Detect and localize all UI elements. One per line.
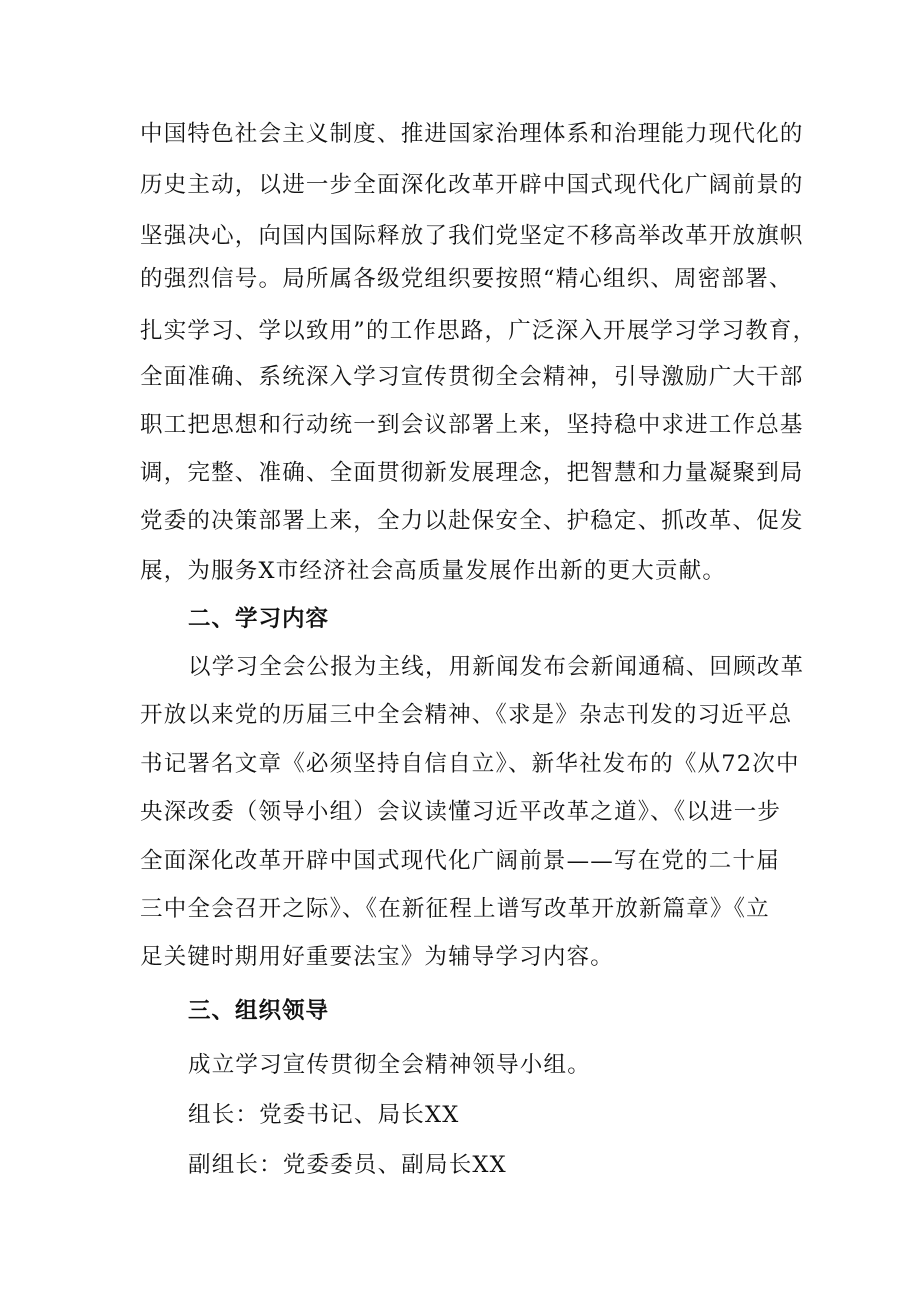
paragraph-line: 历史主动，以进一步全面深化改革开辟中国式现代化广阔前景的 (140, 172, 804, 198)
paragraph-line: 成立学习宣传贯彻全会精神领导小组。 (188, 1052, 591, 1078)
paragraph-line: 中国特色社会主义制度、推进国家治理体系和治理能力现代化的 (140, 121, 804, 147)
paragraph-line: 坚强决心，向国内国际释放了我们党坚定不移高举改革开放旗帜 (140, 223, 804, 249)
paragraph-line: 足关键时期用好重要法宝》为辅导学习内容。 (140, 944, 615, 970)
paragraph-line: 的强烈信号。局所属各级党组织要按照“精心组织、周密部署、 (140, 266, 793, 292)
paragraph-line: 党委的决策部署上来，全力以赴保安全、护稳定、抓改革、促发 (140, 508, 804, 534)
paragraph-line: 央深改委（领导小组）会议读懂习近平改革之道》、《以进一步 (140, 799, 782, 825)
paragraph-line: 三中全会召开之际》、《在新征程上谱写改革开放新篇章》《立 (140, 896, 770, 922)
section-heading-study-content: 二、学习内容 (188, 606, 330, 632)
section-heading-organization: 三、组织领导 (188, 998, 330, 1024)
paragraph-line: 展，为服务X市经济社会高质量发展作出新的更大贡献。 (140, 558, 727, 584)
paragraph-line: 扎实学习、学以致用”的工作思路，广泛深入开展学习学习教育， (140, 318, 817, 344)
deputy-leader-line: 副组长：党委委员、副局长XX (188, 1152, 507, 1178)
paragraph-line: 职工把思想和行动统一到会议部署上来，坚持稳中求进工作总基 (140, 412, 804, 438)
paragraph-line: 调，完整、准确、全面贯彻新发展理念，把智慧和力量凝聚到局 (140, 460, 804, 486)
paragraph-line: 书记署名文章《必须坚持自信自立》、新华社发布的《从72次中 (140, 751, 800, 777)
paragraph-line: 全面深化改革开辟中国式现代化广阔前景——写在党的二十届 (140, 848, 780, 874)
paragraph-line: 以学习全会公报为主线，用新闻发布会新闻通稿、回顾改革 (188, 654, 805, 680)
paragraph-line: 开放以来党的历届三中全会精神、《求是》杂志刊发的习近平总 (140, 702, 793, 728)
paragraph-line: 全面准确、系统深入学习宣传贯彻全会精神，引导激励广大干部 (140, 364, 804, 390)
group-leader-line: 组长：党委书记、局长XX (188, 1102, 460, 1128)
